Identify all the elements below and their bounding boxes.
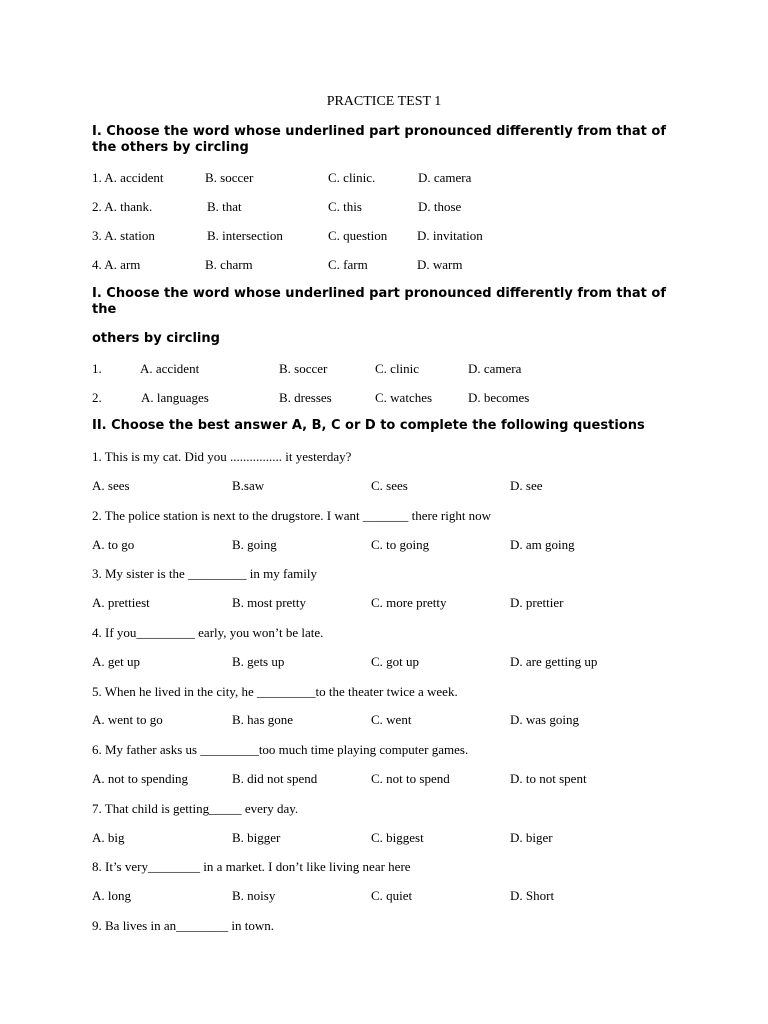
option-c: C. more pretty: [371, 595, 447, 610]
item-number-option-a: 1. A. accident: [92, 170, 164, 185]
option-b: B. has gone: [232, 712, 294, 727]
option-d: D. Short: [510, 888, 555, 903]
section1b-heading: I. Choose the word whose underlined part pronounced differently from that of the: [92, 286, 666, 317]
item-number-option-a: 3. A. station: [92, 228, 155, 243]
option-d: D. am going: [510, 537, 575, 552]
option-a: A. big: [92, 830, 125, 845]
option-c: C. biggest: [371, 830, 424, 845]
question-text: 6. My father asks us _________too much time playing computer games.: [92, 742, 469, 757]
option-c: C. clinic.: [328, 170, 376, 185]
option-b: B. did not spend: [232, 771, 318, 786]
option-b: B. dresses: [279, 390, 332, 405]
question-text: 1. This is my cat. Did you ................ it yesterday?: [92, 449, 352, 464]
option-a: A. get up: [92, 654, 141, 669]
option-c: C. not to spend: [371, 771, 450, 786]
option-d: D. see: [510, 478, 543, 493]
question-text: 8. It’s very________ in a market. I don’t like living near here: [92, 859, 411, 874]
option-a: A. languages: [141, 390, 209, 405]
option-c: C. watches: [375, 390, 433, 405]
question-text: 2. The police station is next to the drugstore. I want _______ there right now: [92, 508, 492, 523]
option-a: A. prettiest: [92, 595, 150, 610]
option-b: B.saw: [232, 478, 265, 493]
question-text: 7. That child is getting_____ every day.: [92, 801, 299, 816]
option-c: C. farm: [328, 257, 368, 272]
question-text: 9. Ba lives in an________ in town.: [92, 918, 274, 933]
option-d: D. invitation: [417, 228, 483, 243]
question-text: 3. My sister is the _________ in my family: [92, 566, 317, 581]
section2-heading: II. Choose the best answer A, B, C or D to complete the following questions: [92, 418, 645, 433]
option-d: D. warm: [417, 257, 463, 272]
option-d: D. camera: [418, 170, 472, 185]
option-d: D. to not spent: [510, 771, 587, 786]
item-number-option-a: 2. A. thank.: [92, 199, 153, 214]
option-c: C. clinic: [375, 361, 420, 376]
option-d: D. are getting up: [510, 654, 598, 669]
option-b: B. noisy: [232, 888, 276, 903]
option-c: C. question: [328, 228, 388, 243]
option-b: B. gets up: [232, 654, 285, 669]
option-b: B. soccer: [205, 170, 254, 185]
option-a: A. accident: [140, 361, 200, 376]
option-d: D. was going: [510, 712, 579, 727]
question-text: 4. If you_________ early, you won’t be late.: [92, 625, 324, 640]
option-d: D. biger: [510, 830, 553, 845]
option-c: C. to going: [371, 537, 430, 552]
option-c: C. quiet: [371, 888, 413, 903]
option-b: B. that: [207, 199, 242, 214]
option-c: C. this: [328, 199, 362, 214]
option-d: D. those: [418, 199, 462, 214]
option-a: A. long: [92, 888, 131, 903]
item-number: 2.: [92, 390, 102, 405]
option-d: D. camera: [468, 361, 522, 376]
question-text: 5. When he lived in the city, he _________to the theater twice a week.: [92, 684, 458, 699]
option-a: A. not to spending: [92, 771, 189, 786]
page-title: PRACTICE TEST 1: [326, 94, 442, 109]
option-d: D. becomes: [468, 390, 530, 405]
option-c: C. went: [371, 712, 412, 727]
option-b: B. going: [232, 537, 277, 552]
option-d: D. prettier: [510, 595, 564, 610]
option-a: A. went to go: [92, 712, 163, 727]
option-c: C. sees: [371, 478, 408, 493]
option-b: B. intersection: [207, 228, 283, 243]
item-number: 1.: [92, 361, 102, 376]
option-b: B. most pretty: [232, 595, 307, 610]
option-a: A. sees: [92, 478, 130, 493]
option-b: B. soccer: [279, 361, 328, 376]
item-number-option-a: 4. A. arm: [92, 257, 141, 272]
option-b: B. charm: [205, 257, 253, 272]
option-c: C. got up: [371, 654, 420, 669]
section1b-heading-continued: others by circling: [92, 331, 220, 346]
option-b: B. bigger: [232, 830, 281, 845]
section1-heading: I. Choose the word whose underlined part pronounced differently from that of the others by circling: [92, 124, 666, 155]
option-a: A. to go: [92, 537, 135, 552]
